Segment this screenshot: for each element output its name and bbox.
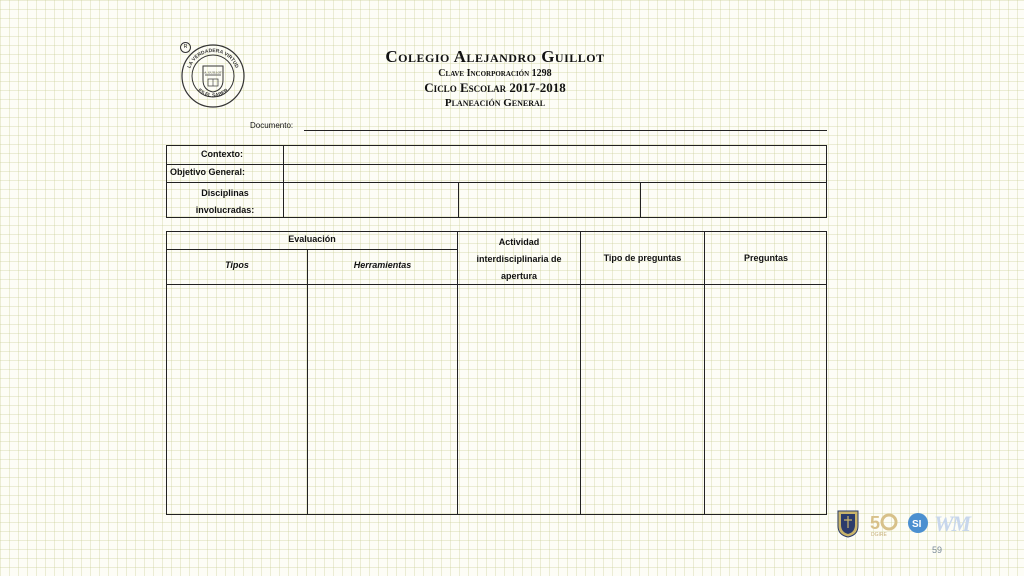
evaluation-table <box>166 231 827 515</box>
wm-logo <box>934 511 973 536</box>
school-name: Colegio Alejandro Guillot <box>385 47 605 66</box>
preguntas-header: Preguntas <box>743 253 788 263</box>
tipo-preguntas-header: Tipo de preguntas <box>603 253 682 263</box>
planeacion-general: Planeación General <box>444 97 546 109</box>
herramientas-cell[interactable] <box>308 285 457 514</box>
page-number: 59 <box>932 545 943 555</box>
ciclo-escolar: Ciclo Escolar 2017-2018 <box>424 80 566 95</box>
actividad-line2: interdisciplinaria de <box>476 254 562 264</box>
svg-text:A. GUILLOT: A. GUILLOT <box>204 70 222 75</box>
actividad-header <box>458 234 580 285</box>
50-anniversary-logo <box>870 513 896 538</box>
svg-text:ES EL SABER: ES EL SABER <box>196 87 230 99</box>
svg-text:DGIRE: DGIRE <box>871 532 887 538</box>
contexto-field[interactable] <box>284 146 827 164</box>
svg-text:5: 5 <box>870 513 881 533</box>
document-field-line[interactable] <box>304 130 827 131</box>
clave-incorporacion: Clave Incorporación 1298 <box>438 68 552 79</box>
registered-mark-icon: R <box>180 42 191 53</box>
herramientas-header: Herramientas <box>353 260 412 270</box>
school-seal-logo <box>181 44 245 108</box>
header-title-block <box>330 47 660 111</box>
footer-logos <box>836 508 996 538</box>
disciplinas-line2: involucradas: <box>195 205 255 215</box>
evaluacion-header: Evaluación <box>288 234 336 244</box>
tipo-preguntas-cell[interactable] <box>581 285 704 514</box>
row-divider <box>167 249 457 250</box>
tipos-cell[interactable] <box>167 285 307 514</box>
preguntas-cell[interactable] <box>705 285 827 514</box>
context-table <box>166 145 827 218</box>
disciplina-field-3[interactable] <box>641 183 827 218</box>
objetivo-general-label: Objetivo General: <box>170 167 246 177</box>
document-label: Documento: <box>250 121 294 130</box>
actividad-line3: apertura <box>500 271 537 281</box>
tipos-header: Tipos <box>225 260 249 270</box>
contexto-label: Contexto: <box>201 149 243 159</box>
svg-text:SI: SI <box>912 519 922 530</box>
objetivo-general-field[interactable] <box>284 165 827 182</box>
si-logo <box>908 513 928 533</box>
disciplinas-line1: Disciplinas <box>201 188 249 198</box>
disciplina-field-1[interactable] <box>284 183 458 218</box>
svg-text:WM: WM <box>934 511 970 536</box>
unam-shield-icon <box>838 511 858 537</box>
disciplina-field-2[interactable] <box>459 183 640 218</box>
actividad-line1: Actividad <box>498 237 540 247</box>
disciplinas-label <box>167 185 283 219</box>
actividad-cell[interactable] <box>458 285 580 514</box>
svg-text:LA VERDADERA VIRTUD: LA VERDADERA VIRTUD <box>186 47 240 70</box>
